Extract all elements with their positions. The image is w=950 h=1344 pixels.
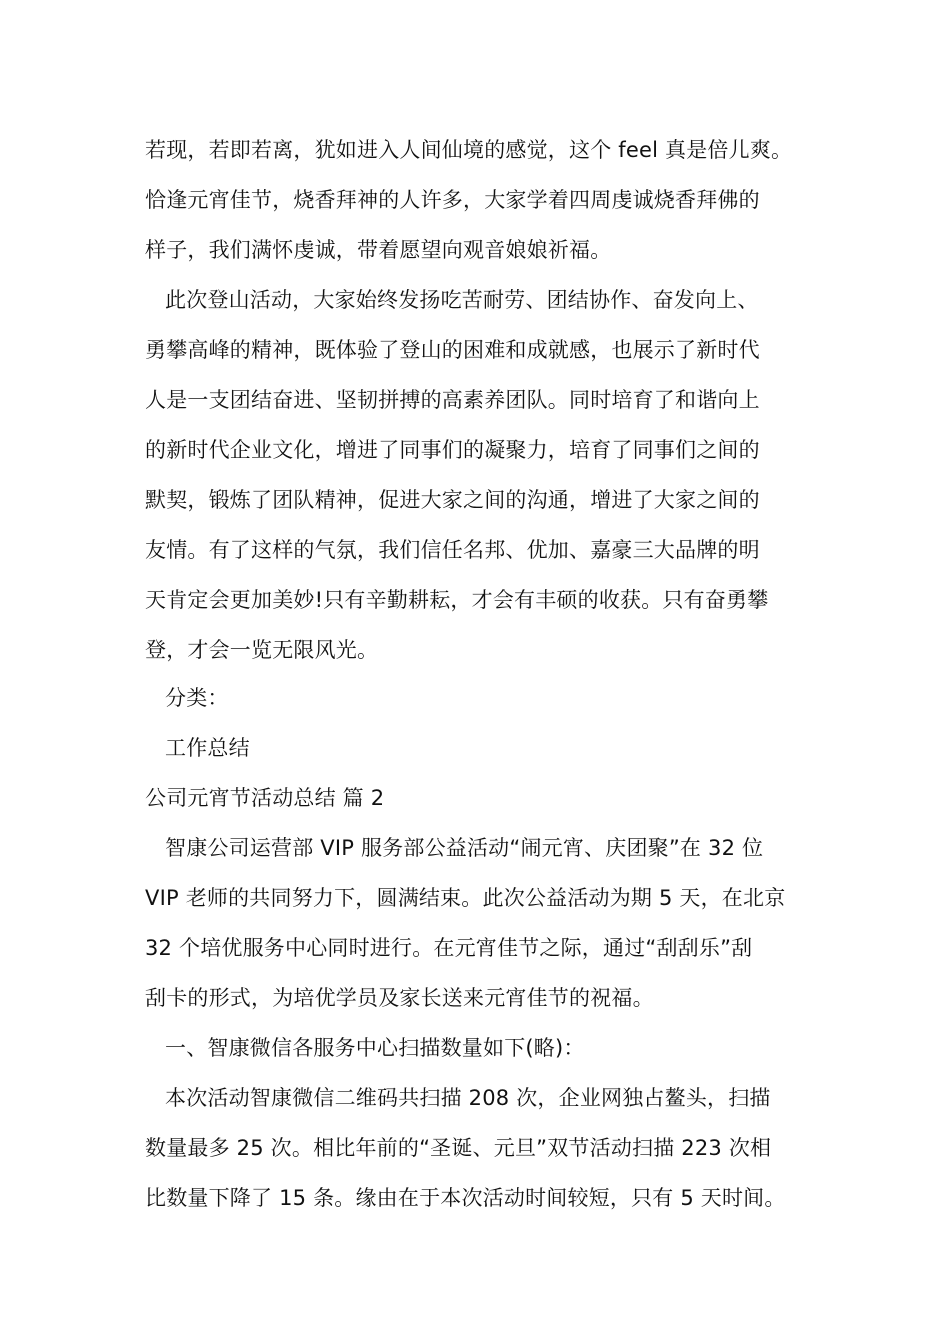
paragraph-line: VIP 老师的共同努力下，圆满结束。此次公益活动为期 5 天，在北京 xyxy=(145,886,786,910)
subsection-heading: 一、智康微信各服务中心扫描数量如下(略)： xyxy=(165,1036,585,1060)
section-title: 公司元宵节活动总结 篇 2 xyxy=(145,786,385,810)
paragraph-line: 比数量下降了 15 条。缘由在于本次活动时间较短，只有 5 天时间。 xyxy=(145,1186,786,1210)
paragraph-line: 数量最多 25 次。相比年前的“圣诞、元旦”双节活动扫描 223 次相 xyxy=(145,1136,772,1160)
paragraph-line: 32 个培优服务中心同时进行。在元宵佳节之际，通过“刮刮乐”刮 xyxy=(145,936,753,960)
category-label: 分类： xyxy=(165,686,229,710)
paragraph-line: 样子，我们满怀虔诚，带着愿望向观音娘娘祈福。 xyxy=(145,238,612,262)
category-value: 工作总结 xyxy=(165,736,250,760)
paragraph-line: 本次活动智康微信二维码共扫描 208 次，企业网独占鳌头，扫描 xyxy=(165,1086,771,1110)
paragraph-line: 登，才会一览无限风光。 xyxy=(145,638,379,662)
paragraph-line: 友情。有了这样的气氛，我们信任名邦、优加、嘉豪三大品牌的明 xyxy=(145,538,760,562)
paragraph-line: 恰逢元宵佳节，烧香拜神的人许多，大家学着四周虔诚烧香拜佛的 xyxy=(145,188,760,212)
paragraph-line: 人是一支团结奋进、坚韧拼搏的高素养团队。同时培育了和谐向上 xyxy=(145,388,760,412)
paragraph-line: 刮卡的形式，为培优学员及家长送来元宵佳节的祝福。 xyxy=(145,986,654,1010)
paragraph-line: 若现，若即若离，犹如进入人间仙境的感觉，这个 feel 真是倍儿爽。 xyxy=(145,138,793,162)
paragraph-line: 默契，锻炼了团队精神，促进大家之间的沟通，增进了大家之间的 xyxy=(145,488,760,512)
paragraph-line: 智康公司运营部 VIP 服务部公益活动“闹元宵、庆团聚”在 32 位 xyxy=(165,836,764,860)
paragraph-line: 天肯定会更加美妙!只有辛勤耕耘，才会有丰硕的收获。只有奋勇攀 xyxy=(145,588,769,612)
paragraph-line: 此次登山活动，大家始终发扬吃苦耐劳、团结协作、奋发向上、 xyxy=(165,288,759,312)
paragraph-line: 勇攀高峰的精神，既体验了登山的困难和成就感，也展示了新时代 xyxy=(145,338,760,362)
paragraph-line: 的新时代企业文化，增进了同事们的凝聚力，培育了同事们之间的 xyxy=(145,438,760,462)
